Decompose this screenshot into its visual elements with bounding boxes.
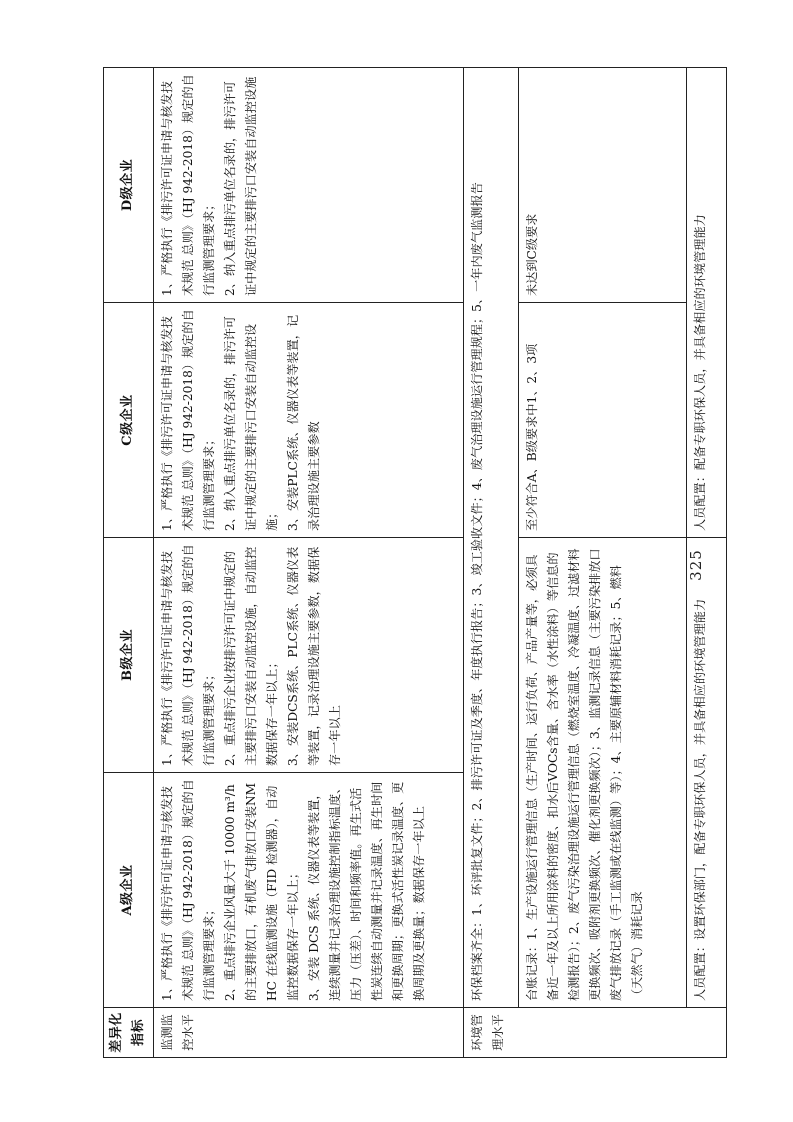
monitoring-c-item: 3、安装PLC系统、仪器仪表等装置，记录治理设施主要参数 <box>285 314 321 531</box>
classification-table <box>103 67 727 1058</box>
monitoring-c-cell <box>153 303 463 538</box>
monitoring-b-item: 1、严格执行《排污许可证申请与核发技术规范 总则》（HJ 942-2018）规定的自行监测管理要求； <box>159 544 216 766</box>
monitoring-d-cell <box>153 68 463 303</box>
header-c-level: C级企业 <box>104 303 154 538</box>
header-indicator: 差异化指标 <box>104 1008 154 1058</box>
monitoring-b-item: 2、重点排污企业按排污许可证中规定的主要排污口安装自动监控设施，自动监控数据保存一年以上； <box>222 546 279 766</box>
archives-row <box>463 68 518 1058</box>
monitoring-c-item: 1、严格执行《排污许可证申请与核发技术规范 总则》（HJ 942-2018）规定的自行监测管理要求； <box>159 309 216 531</box>
monitoring-a-item: 2、重点排污企业风量大于 10000 m³/h的主要排放口，有机废气排放口安装NMHC 在线监测设施（FID 检测器），自动监控数据保存一年以上； <box>222 782 300 1001</box>
ledger-d-cell: 未达到C级要求 <box>518 68 686 303</box>
monitoring-b-cell <box>153 538 463 773</box>
monitoring-a-item: 1、严格执行《排污许可证申请与核发技术规范 总则》（HJ 942-2018）规定的自行监测管理要求； <box>159 779 216 1001</box>
monitoring-a-item: 3、安装 DCS 系统、仪器仪表等装置，连续测量并记录治理设施控制指标温度、压力（压差）、时间和频率值。再生式活性炭连续自动测量并记录温度、再生时间和更换周期；更换式活性炭记录温度、更换周期及更换量；数据保存一年以上 <box>306 781 426 1001</box>
ledger-ab-cell: 台账记录：1、生产设施运行管理信息（生产时间、运行负荷、产品产量等，必须具备近一年及以上所用涂料的密度、扣水后VOCs含量、含水率（水性涂料）等信息的检测报告）；2、废气污染治理设施运行管理信息（燃烧室温度、冷凝温度、过滤材料更换频次、吸附剂更换频次、催化剂更换频次）；3、监测记录信息（主要污染排放口废气排放记录（手工监测或在线监测）等）；4、主要原辅材料消耗记录；5、燃料（天然气）消耗记录 <box>518 538 686 1008</box>
staff-cd-cell: 人员配置：配备专职环保人员，并具备相应的环境管理能力 <box>686 68 726 538</box>
monitoring-d-item: 2、纳入重点排污单位名录的，排污许可证中规定的主要排污口安装自动监控设施 <box>222 76 258 296</box>
monitoring-d-item: 1、严格执行《排污许可证申请与核发技术规范 总则》（HJ 942-2018）规定的自行监测管理要求； <box>159 74 216 296</box>
header-a-level: A级企业 <box>104 773 154 1008</box>
header-row <box>104 68 154 1058</box>
monitoring-b-item: 3、安装DCS系统、PLC系统、仪器仪表等装置，记录治理设施主要参数，数据保存一年以上 <box>285 546 342 766</box>
monitoring-row <box>153 68 463 1058</box>
row-label-environmental: 环境管理水平 <box>463 1008 726 1058</box>
monitoring-a-cell <box>153 773 463 1008</box>
header-b-level: B级企业 <box>104 538 154 773</box>
staff-ab-cell: 人员配置：设置环保部门，配备专职环保人员，并具备相应的环境管理能力 <box>686 538 726 1008</box>
ledger-c-cell: 至少符合A、B级要求中1、2、3项 <box>518 303 686 538</box>
monitoring-c-item: 2、纳入重点排污单位名录的，排污许可证中规定的主要排污口安装自动监控设施； <box>222 316 279 531</box>
archives-cell: 环保档案齐全：1、环评批复文件；2、排污许可证及季度、年度执行报告；3、竣工验收文件；4、废气治理设施运行管理规程；5、一年内废气监测报告 <box>463 68 518 1008</box>
row-label-monitoring: 监测监控水平 <box>153 1008 463 1058</box>
page-number: 325 <box>686 549 705 581</box>
ledger-row <box>518 68 686 1058</box>
header-d-level: D级企业 <box>104 68 154 303</box>
rotated-table-container <box>103 68 707 1058</box>
